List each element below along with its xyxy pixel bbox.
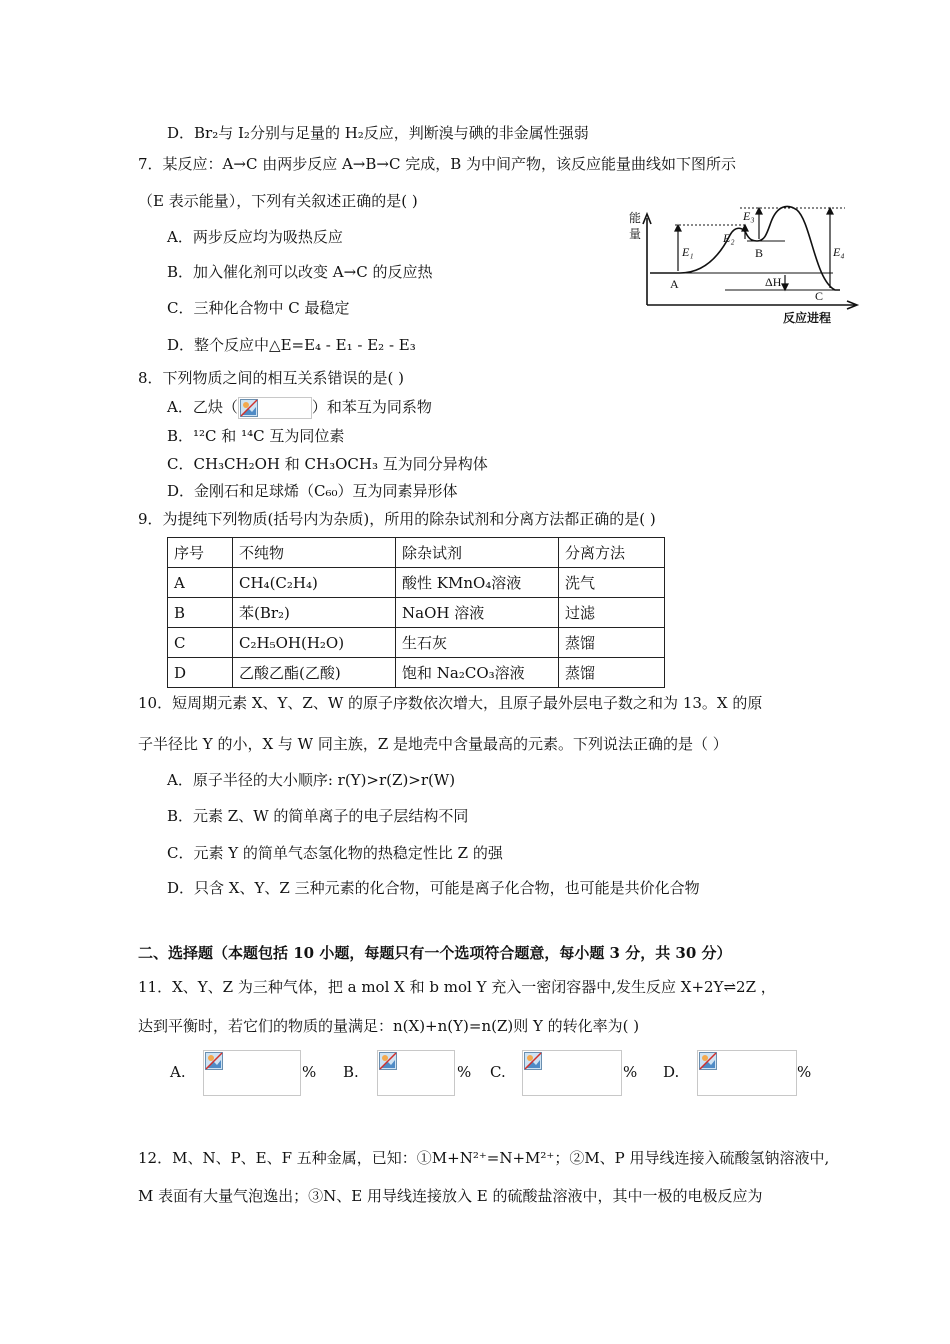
q8-option-d: D．金刚石和足球烯（C₆₀）互为同素异形体 (167, 482, 458, 500)
q11-option-d-label: D. (663, 1063, 680, 1081)
q7-option-b: B．加入催化剂可以改变 A→C 的反应热 (167, 263, 433, 281)
label-b: B (755, 246, 764, 260)
label-e4: E₄ (833, 245, 845, 259)
table-header-cell: 除杂试剂 (396, 538, 559, 568)
table-cell: 洗气 (559, 568, 665, 598)
q10-stem-line1: 10．短周期元素 X、Y、Z、W 的原子序数依次增大，且原子最外层电子数之和为 13。X 的原 (138, 694, 763, 712)
e1-arrow-head (675, 225, 681, 231)
table-cell: 苯(Br₂) (233, 598, 396, 628)
table-cell: 乙酸乙酯(乙酸) (233, 658, 396, 688)
q8-option-c: C．CH₃CH₂OH 和 CH₃OCH₃ 互为同分异构体 (167, 455, 488, 473)
q11-option-a-label: A. (170, 1063, 186, 1081)
table-cell: A (168, 568, 233, 598)
q7-option-d: D．整个反应中△E=E₄ - E₁ - E₂ - E₃ (167, 336, 416, 354)
label-dh: ΔH (765, 275, 782, 289)
q11-option-c-percent: % (623, 1063, 638, 1081)
broken-image-icon (524, 1052, 542, 1070)
q10-option-c: C．元素 Y 的简单气态氢化物的热稳定性比 Z 的强 (167, 844, 503, 862)
table-row (168, 658, 665, 688)
q11-stem-line2: 达到平衡时，若它们的物质的量满足：n(X)+n(Y)=n(Z)则 Y 的转化率为( ) (138, 1017, 640, 1035)
label-e1: E₁ (682, 245, 694, 259)
label-a: A (670, 277, 679, 291)
table-header-cell: 不纯物 (233, 538, 396, 568)
q8-option-a-post: ）和苯互为同系物 (311, 398, 432, 416)
label-e3: E₃ (743, 209, 755, 223)
image-placeholder (697, 1050, 797, 1096)
image-placeholder (522, 1050, 622, 1096)
q8-stem: 8．下列物质之间的相互关系错误的是( ) (138, 369, 405, 387)
table-row (168, 568, 665, 598)
table-cell: 蒸馏 (559, 658, 665, 688)
q10-option-d: D．只含 X、Y、Z 三种元素的化合物，可能是离子化合物，也可能是共价化合物 (167, 879, 700, 897)
e3-arrow-head (756, 208, 762, 214)
q11-option-d-percent: % (797, 1063, 812, 1081)
e4-arrow-head (827, 208, 833, 214)
image-placeholder (203, 1050, 301, 1096)
table-row (168, 628, 665, 658)
table-cell: CH₄(C₂H₄) (233, 568, 396, 598)
label-e2: E₂ (723, 231, 735, 245)
dh-arrow-head (782, 284, 788, 290)
q12-stem-line2: M 表面有大量气泡逸出；③N、E 用导线连接放入 E 的硫酸盐溶液中，其中一极的电极反应为 (138, 1187, 763, 1205)
broken-image-icon (699, 1052, 717, 1070)
q7-stem-line1: 7．某反应：A→C 由两步反应 A→B→C 完成，B 为中间产物，该反应能量曲线如下图所示 (138, 155, 736, 173)
q8-option-b: B．¹²C 和 ¹⁴C 互为同位素 (167, 427, 345, 445)
q8-option-a-pre: A．乙炔（ (167, 398, 238, 416)
q10-option-b: B．元素 Z、W 的简单离子的电子层结构不同 (167, 807, 469, 825)
q11-option-c-label: C. (490, 1063, 506, 1081)
table-header-cell: 分离方法 (559, 538, 665, 568)
q9-stem: 9．为提纯下列物质(括号内为杂质)，所用的除杂试剂和分离方法都正确的是( ) (138, 510, 656, 528)
q10-option-a: A．原子半径的大小顺序: r(Y)>r(Z)>r(W) (167, 771, 456, 789)
table-header-cell: 序号 (168, 538, 233, 568)
broken-image-icon (379, 1052, 397, 1070)
e2-arrow-head (742, 225, 748, 231)
table-cell: D (168, 658, 233, 688)
q7-stem-line2: （E 表示能量），下列有关叙述正确的是( ) (138, 192, 418, 210)
q6-option-d: D．Br₂与 I₂分别与足量的 H₂反应，判断溴与碘的非金属性强弱 (167, 124, 589, 142)
table-cell: C (168, 628, 233, 658)
table-header-row (168, 538, 665, 568)
table-cell: 酸性 KMnO₄溶液 (396, 568, 559, 598)
q8-option-a (167, 397, 432, 419)
table-cell: B (168, 598, 233, 628)
q11-option-b-percent: % (457, 1063, 472, 1081)
xlabel: 反应进程 (783, 311, 832, 325)
q11-option-a-percent: % (302, 1063, 317, 1081)
ylabel-1: 能 (629, 211, 642, 225)
section-2-heading: 二、选择题（本题包括 10 小题，每题只有一个选项符合题意，每小题 3 分，共 30 分） (138, 944, 732, 962)
image-placeholder (238, 397, 312, 419)
q9-table (167, 537, 665, 688)
table-cell: 生石灰 (396, 628, 559, 658)
q10-stem-line2: 子半径比 Y 的小，X 与 W 同主族，Z 是地壳中含量最高的元素。下列说法正确的是（ ） (138, 735, 728, 753)
q7-option-a: A．两步反应均为吸热反应 (167, 228, 343, 246)
broken-image-icon (205, 1052, 223, 1070)
ylabel-2: 量 (629, 227, 642, 241)
energy-diagram (625, 200, 860, 330)
table-cell: NaOH 溶液 (396, 598, 559, 628)
table-cell: 蒸馏 (559, 628, 665, 658)
table-cell: 饱和 Na₂CO₃溶液 (396, 658, 559, 688)
table-cell: C₂H₅OH(H₂O) (233, 628, 396, 658)
q11-option-b-label: B. (343, 1063, 359, 1081)
q7-option-c: C．三种化合物中 C 最稳定 (167, 299, 350, 317)
image-placeholder (377, 1050, 455, 1096)
broken-image-icon (240, 399, 258, 417)
label-c: C (815, 289, 824, 303)
table-row (168, 598, 665, 628)
q12-stem-line1: 12．M、N、P、E、F 五种金属，已知：①M+N²⁺=N+M²⁺；②M、P 用导线连接入硫酸氢钠溶液中, (138, 1149, 830, 1167)
table-cell: 过滤 (559, 598, 665, 628)
q11-stem-line1: 11．X、Y、Z 为三种气体，把 a mol X 和 b mol Y 充入一密闭容器中,发生反应 X+2Y⇌2Z ， (138, 978, 776, 996)
